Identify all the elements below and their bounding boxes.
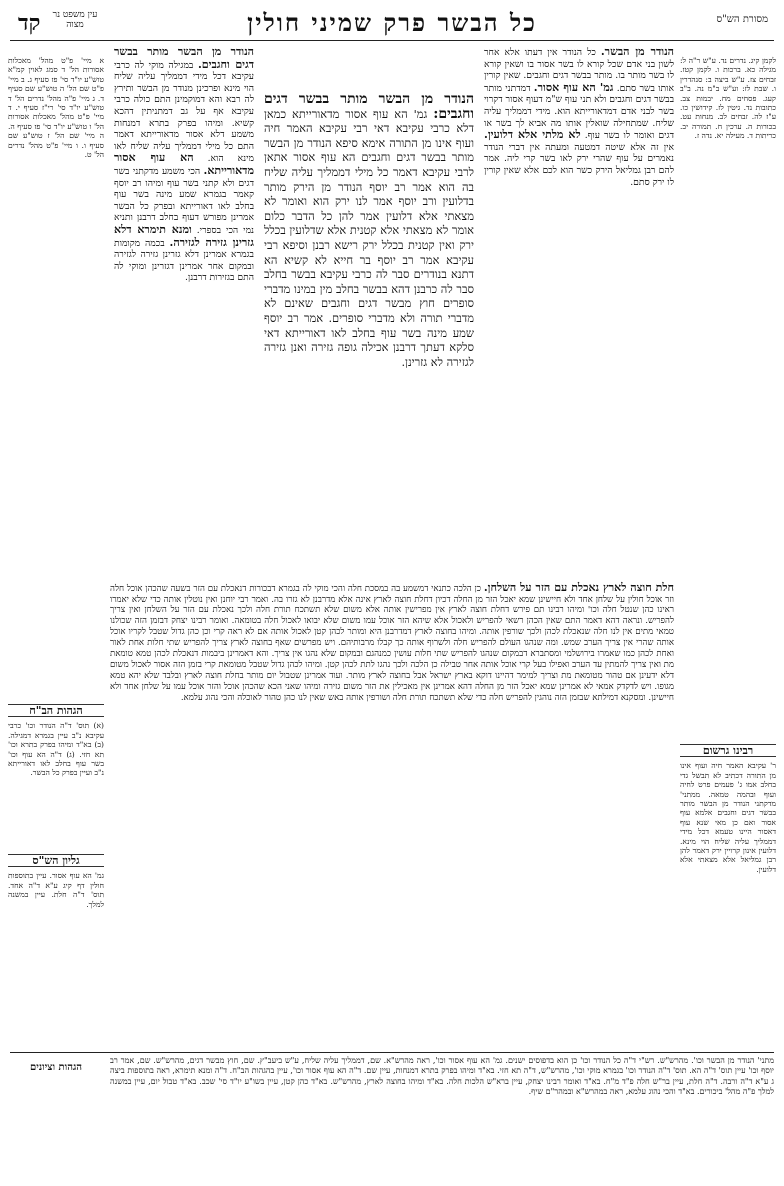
- hagahot-habach-text: (א) תוס' ד"ה הנודר וכו' כרבי עקיבא נ"ב עיין בגמרא דמגילה. (ב) בא"ד ומיהו בפרק בתרא וכו' תא חזי. (ג) ד"ה הא עוף וכו' בשר עוף בחלב לאו דאורייתא נ"ב ועיין בפרק כל הבשר.: [8, 721, 104, 778]
- tosafot-continuation: [110, 574, 674, 1054]
- rashi-text: אין זה אלא שיטה דמטעה ומעתה אין דברי הנודר נאמרים על עוף שהרי ירק לאו בשר קרי ליה. אמר להם רבן גמליאל הירק כשר הוא לכם אלא שאין קורין לו ירק סתם.: [484, 141, 674, 188]
- gemara-text: גמ' הא עוף אסור מדאורייתא כמאן דלא כרבי עקיבא דאי רבי עקיבא האמר חיה ועוף אינו מן התורה אימא סיפא הנודר מן הבשר מותר בבשר דגים וחגבים הא עוף אסור אתאן לרבי עקיבא דאמר כל מילי דממליך עליה שליח בה הוא אמר רב יוסף הנודר מן הירק מותר בדלועין ורב יוסף אמר לנו ירק הוא ואומר לא מצאתי אלא דלועין אמר להן כל הדבר כלום אומר לא מצאתי אלא קטנית אלא שדלועין בכלל ירק ואין קטנית בכלל ירק רישא רבנן וסיפא רבי עקיבא אמר רב יוסף בר חייא לא קשיא הא דתנא בנודרים סבר לה כרבי עקיבא בבשר בחלב סבר לה כרבנן דהא בבשר בחלב מין במינו מדברי סופרים חוץ מבשר דגים וחגבים שאינם לא מדברי תורה ולא מדברי סופרים. אמר רב יוסף שמע מינה בשר עוף בחלב לאו דאורייתא דאי סלקא דעתך דרבנן אכילה גופה גזירה ואנן גזירה לגזירה לא גזרינן.: [264, 106, 474, 369]
- ein-mishpat-text: א מיי' פ"ט מהל' מאכלות אסורות הל' ד סמג לאוין קמ"א טוש"ע יו"ד סי' פז סעיף ג. ב מיי' פ"ט שם הל' ה טוש"ע שם סעיף ד. ג מיי' פ"ה מהל' נדרים הל' ד טוש"ע יו"ד סי' רי"ז סעיף י. ד מיי' פ"ט מהל' מאכלות אסורות הל' ו טוש"ע יו"ד סי' פז סעיף ה. ה מיי' שם הל' ז טוש"ע שם סעיף ו. ו מיי' פ"ט מהל' נדרים הל' ט.: [8, 56, 104, 160]
- folio-number: קד: [18, 10, 41, 36]
- gilyon-hashas-box: [8, 850, 104, 930]
- gemara-text-block: [264, 92, 474, 536]
- gilyon-hashas-text: גמ' הא עוף אסור. עיין בתוספות חולין דף קיג ע"א ד"ה אחד. תוס' ד"ה חלת. עיין במשנה למלך.: [8, 871, 104, 909]
- tosafot-text: בכמה מקומות בגמרא אמרינן דלא גזרינן גזירה לגזירה ובמקום אחר אמרינן דגזרינן ומוקי לה התם בגזירות דרבנן.: [114, 237, 254, 284]
- gilyon-hashas-title: גליון הש"ס: [8, 854, 104, 867]
- page-header: [10, 8, 774, 38]
- rashi-dibur-hamatchil: גמ' הא עוף אסור.: [533, 80, 614, 94]
- ein-mishpat-column: [8, 56, 104, 476]
- mesoret-text: לקמן קיג. נדרים נד. ע"ש ר"ה ל: מגילה כא. ברכות ו. לקמן קטז. זבחים צז. ע"ש ביצה ב: סנהדרין ו. שבת לז: וע"ש ב"מ נה. ב"ב קעג. פסחים מח. יבמות צב. כתובות נד. גיטין לז. קידושין כו. ע"ז לה. זבחים לב. מנחות עט. בכורות ה. ערכין ח. תמורה יב. כריתות ד. מעילה יא. נדה ז.: [680, 56, 776, 141]
- tosafot-wide-paragraph: [110, 580, 674, 704]
- rashi-dibur-hamatchil: לא מלתי אלא דלועין.: [484, 128, 581, 142]
- tosafot-text: הכי משמע מדקתני בשר דגים ולא קתני בשר עוף ומיהו רב יוסף קאמר בגמרא שמע מינה בשר עוף בחלב לאו דאורייתא ובפרק כל הבשר אמרינן מפורש דעוף בחלב דרבנן ותניא נמי הכי בספרי.: [114, 165, 254, 236]
- rashi-text: כל הנודר אין דעתו אלא אחר לשון בני אדם שכל קורא לו בשר אסור בו ושאין קורא לו בשר מותר בו. מותר בבשר דגים וחגבים. שאין קורין אותו בשר סתם.: [484, 47, 674, 94]
- tosafot-dibur-hamatchil: ומנא תימרא דלא גזרינן גזירה לגזירה.: [114, 222, 254, 249]
- page-title: כל הבשר פרק שמיני חולין: [247, 8, 537, 37]
- rashi-commentary: [484, 46, 674, 566]
- tosafot-commentary: [114, 46, 254, 566]
- mesoret-header-label: מסורת הש"ס: [716, 14, 768, 25]
- mishna-opening: הנודר מן הבשר מותר בבשר דגים וחגבים:: [264, 92, 474, 122]
- hagahot-vetziyunim-title: הגהות וציונים: [29, 1062, 83, 1073]
- hagahot-vetziyunim-text: מתני' הנודר מן הבשר וכו'. מהרש"ש. רש"י ד"ה כל הנודר וכו' כן הוא בדפוסים ישנים. גמ' הא עוף אסור וכו', ראה מהרש"א. שם, דממליך עליה שליח, ע"ש ביעב"ץ. שם, חוץ מבשר דגים, מהרש"ש. שם, אמר רב יוסף וכו' עיין תוס' ד"ה הא. תוס' ד"ה הנודר וכו' בגמרא מוקי וכו', מהרש"ש, ד"ה תא חזי. בא"ד ומיהו בפרק בתרא דמנחות, עיין שם. ד"ה הא עוף אסור וכו', עיין בהגהות הב"ח. ד"ה ומנא תימרא, ראה בתוספות ביצה ג ע"א ד"ה ורבה. ד"ה חלת, עיין בר"ש חלה פ"ד מ"ח. בא"ד ואומר רבינו יצחק, עיין ברא"ש הלכות חלה. בא"ד ומיהו בחוצה לארץ, מהרש"ש. בא"ד כהן קטן, עיין בשו"ע יו"ד סי' שכב. בא"ד טבול יום, עיין במשנה למלך פ"ה מהל' ביכורים. בא"ד והכי נהוג עלמא, ראה במהרש"א ובמהר"ם שיף.: [110, 1056, 774, 1097]
- hagahot-vetziyunim-notes: [110, 1056, 774, 1180]
- bottom-rule: [10, 1052, 774, 1053]
- rabbeinu-gershom-text: ר' עקיבא האמר חיה ועוף אינו מן התורה דכתיב לא תבשל גדי בחלב אמו ג' פעמים פרט לחיה ועוף ובהמה טמאה. ממתני' מדקתני הנודר מן הבשר מותר בבשר דגים וחגבים אלמא עוף אסור ואם כן מאי שנא עוף דאסור היינו טעמא דכל מידי דממליך עליה שליח הוי מינא. דלועין אינון קרויין ירק דאמר להן רבן גמליאל אלא מצאתי אלא דלועין.: [680, 761, 776, 874]
- rashi-text: דמדתני מותר בבשר דגים וחגבים ולא תני עוף ש"מ דעוף אסור דקרוי בשר לבני אדם דמדאורייתא הוא. מידי דממליך עליה שליח. שמתחילה שואלין אותו מה אביא לך בשר או דגים ואומר לו בשר עוף.: [484, 82, 674, 142]
- tosafot-dibur-hamatchil: הנודר מן הבשר מותר בבשר דגים וחגבים.: [114, 46, 254, 71]
- gemara-paragraph: [264, 92, 474, 369]
- rabbeinu-gershom-title: רבינו גרשום: [680, 744, 776, 757]
- header-rule: [10, 40, 774, 41]
- mesoret-hashas-column: [680, 56, 776, 736]
- tosafot-text: במגילה מוקי לה כרבי עקיבא דכל מידי דממליך עליה שליח הוי מינא ופרכינן מנודר מן הבשר ותירץ לה רבא והא דמוקמינן התם כולה כרבי עקיבא אף על גב דמתניתין דהכא קשיא. ומיהו בפרק בתרא דמנחות משמע דלא אסור מדאורייתא דאמר התם כל מילי דממליך עליה שליח לאו מינא הוא.: [114, 59, 254, 165]
- tosafot-paragraph: [114, 46, 254, 284]
- tosafot-wide-text: כן הלכה כתנאי דמשמע בה במסכת חלה והכי מוקי לה בגמרא דבכורות דנאכלת עם הזר בשעה שהכהן אוכל חלה וזר אוכל חולין על שלחן אחד ולא חיישינן שמא יאכל הזר מן החלה דכיון דחלת חוצה לארץ אינה אלא מדרבנן לא גזרו בה. ואמר רבי יוחנן ואין נוטלין אותה כדי שלא יאמרו ראינו כהן שנטל חלה וכו' ומיהו רבינו תם פירש דחלת חוצה לארץ אין מפרישין אותה אלא משום שלא תשתכח תורת חלה ולכך נאכלת עם הזר על השלחן ואין צריך להפריש. ונראה דהא דאמר התם שאין הכהן רשאי להפריש ולאכול אלא שיהא הזר אוכל עמו משום שלא יבואו לאכול חלה בטומאה. ואומר רבינו יצחק דבזמן הזה שכולנו טמאי מתים אין לנו חלה שנאכלת לכהן ולכך שורפין אותה. ומיהו בחוצה לארץ דמדרבנן היא ומותר לכהן קטן לאכול אותה אם לא ראה קרי וכן כהן גדול שטבל לקריו אוכל אותה שהרי אין צריך הערב שמש. ומה שנהגו העולם להפריש חלה ולשרוף אותה כך קבלו מרבותיהם. ויש מפרשים שאף בחוצה לארץ צריך להפריש שתי חלות אחת לאור ואחת לכהן כמו שאמרו בירושלמי ומסתברא דבמקום שנהגו להפריש שתי חלות עושין כמנהגם ובמקום שלא נהגו אין צריך. והא דאמרינן ביבמות דנאכלת לכהן טמא טומאת מת ואין צריך להמתין עד הערב ואפילו בעל קרי אוכל אותה אחר טבילה כן הלכה ולכך נהגו לתת לכהן קטן. ומיהו לכהן גדול שטבל מטומאת קרי בזמן הזה אסור לאכול משום דלא ידעינן אם טהור מטומאת מת וצריך למימר דהיינו דוקא בארץ ישראל אבל בחוצה לארץ מותר. ועוד אמרינן שטבול יום מותר בחלת חוצה לארץ ובלבד שלא יהא טמא מגופו. ויש לדקדק אמאי לא אמרינן שמא יאכל הזר מן החלה דהא אמרינן אין מאכילין את הזר משום גזירה ומיהו שאני הכא שהכהן אוכל והזר אוכל עמו על שלחן אחד ולא חיישינן. ומסקנא דמילתא שבזמן הזה נוהגין להפריש חלה כדי שלא תשתכח תורת חלה ושורפין אותה באש שאין לנו כהן טהור לאוכלה והכי נהוג עלמא.: [110, 583, 674, 703]
- tosafot-dibur-hamatchil: הא עוף אסור מדאורייתא.: [114, 151, 254, 177]
- rashi-paragraph: [484, 46, 674, 188]
- rabbeinu-gershom-box: [680, 740, 776, 940]
- tosafot-dibur-hamatchil: חלת חוצה לארץ נאכלת עם הזר על השלחן.: [483, 580, 674, 594]
- rashi-dibur-hamatchil: הנודר מן הבשר.: [600, 46, 674, 58]
- hagahot-habach-title: הגהות הב"ח: [8, 704, 104, 717]
- hagahot-habach-box: [8, 700, 104, 840]
- ein-mishpat-header-label: עין משפט נר מצוה: [52, 10, 98, 30]
